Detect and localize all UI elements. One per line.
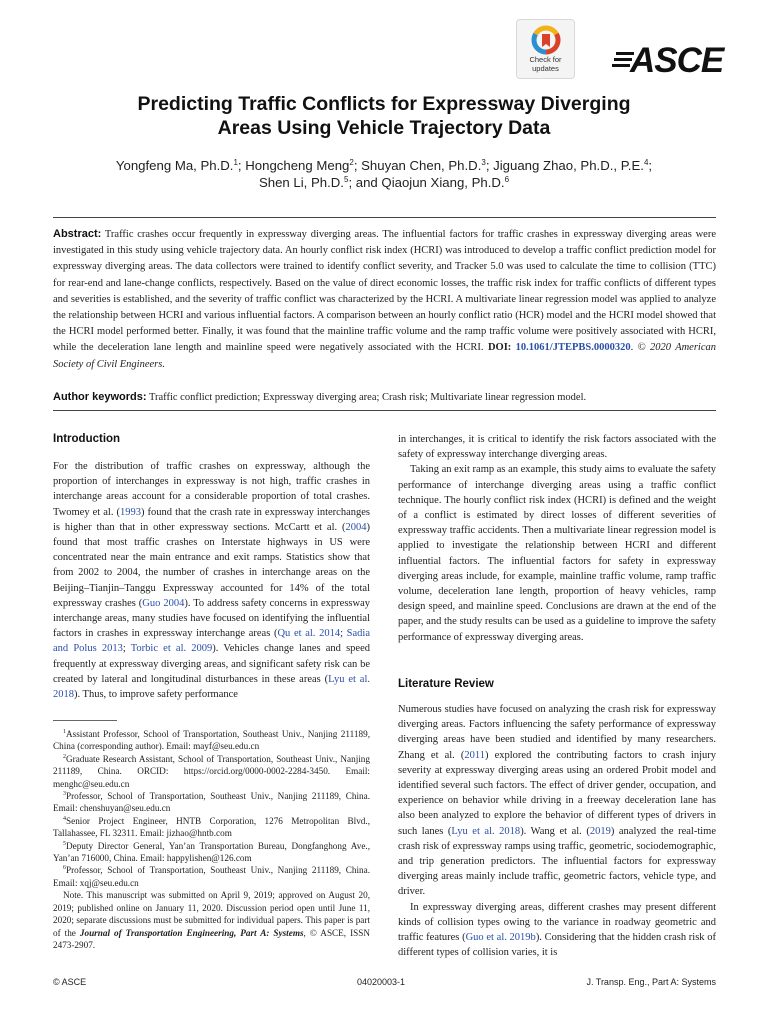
badge-line-2: updates bbox=[532, 63, 559, 73]
text-run: ). Thus, to improve safety performance bbox=[74, 689, 238, 701]
text-run: ). Vehicles change lanes and speed frequently at expressway diverging areas, and significant safety risk can be created by lateral and longitudinal disturbances in these areas ( bbox=[53, 643, 370, 685]
citation-link[interactable]: Guo et al. 2019b bbox=[465, 932, 536, 944]
doi-link[interactable]: 10.1061/JTEPBS.0000320 bbox=[515, 342, 631, 354]
citation-link[interactable]: Lyu et al. 2018 bbox=[53, 673, 370, 701]
author-name: Yongfeng Ma, Ph.D. bbox=[115, 158, 234, 173]
text-run: Numerous studies have focused on analyzing the crash risk for expressway diverging areas. Factors influencing the safety performance of expressway diverging areas have been studied and identified by many researchers. Zhang et al. ( bbox=[398, 704, 716, 761]
footnote bbox=[53, 840, 370, 865]
author-name: ; and Qiaojun Xiang, Ph.D. bbox=[348, 175, 505, 190]
footnote-sup: 6 bbox=[63, 865, 66, 872]
introduction-paragraph: Taking an exit ramp as an example, this study aims to evaluate the safety performance of interchange diverging areas using a traffic conflict technique. The hourly conflict risk index (HCRI) is defined and the weight of a conflict is estimated by direct losses of different severities of expressway traffic accidents. Then a multivariate linear regression model is applied to investigate the relationship between HCRI and different influential factors. The influential factors for safety in expressway diverging areas include, for example, mainline traffic volume, ramp traffic volume, deceleration lane length, proportion of heavy vehicles, ramp design speed, and mainline speed. Conclusions are drawn at the end of the paper, and the study results can be used as a guideline to improve the safety performance of expressway diverging areas. bbox=[398, 464, 717, 643]
text-run: ). To address safety concerns in expressway interchange areas, many studies have focused on identifying the influential factors in crashes in expressway interchange areas ( bbox=[53, 597, 370, 640]
footnote-sup: 4 bbox=[63, 815, 66, 822]
check-for-updates-badge[interactable] bbox=[516, 19, 575, 79]
literature-paragraph bbox=[398, 702, 716, 900]
citation-link[interactable]: Sadia and Polus 2013 bbox=[53, 628, 370, 655]
citation-link[interactable]: 2019 bbox=[589, 825, 611, 837]
author-sup: 1 bbox=[233, 158, 238, 167]
footnote bbox=[53, 815, 370, 840]
text-run: ). Considering that the hidden crash risk of different types of collision varies, it is bbox=[398, 932, 716, 959]
footnote-rule bbox=[53, 720, 117, 721]
submission-note bbox=[53, 889, 370, 951]
footer-article-number: 04020003-1 bbox=[357, 977, 406, 987]
abstract-text: Traffic crashes occur frequently in expressway diverging areas. The influential factors for traffic crashes in expressway diverging areas were investigated in this study using vehicle trajectory data. An hourly conflict risk index (HCRI) was introduced to develop a traffic conflict prediction model for expressway diverging areas. The data collectors were trained to identify conflict severity, and Tracker 5.0 was used to calculate the time to collision (TTC) for rear-end and lane-change conflicts, respectively. Based on the value of direct economic losses, the traffic risk index for traffic conflicts of different types and severities is established, and the severity of traffic conflict was characterized by the HCRI. A multivariate linear regression model was applied to analyze the relationship between HCRI and various influential factors. A comparison between an hourly conflict ratio (HCR) model and the HCRI model showed that the HCRI model performed better. Finally, it was found that the mainline traffic volume and the ramp traffic volume were positively associated with HCRI, while the deceleration lane length and mainline speed were negatively associated with the HCRI. bbox=[53, 229, 716, 354]
introduction-continued bbox=[398, 432, 716, 645]
footnote-sup: 1 bbox=[63, 729, 66, 735]
title-line-1: Predicting Traffic Conflicts for Expressway Diverging bbox=[137, 93, 631, 115]
citation-link[interactable]: Lyu et al. 2018 bbox=[451, 825, 521, 837]
citation-link[interactable]: 1993 bbox=[120, 506, 141, 518]
footnote-text: Assistant Professor, School of Transportation, Southeast Univ., Nanjing 211189, China (corresponding author). Email: mayf@seu.edu.cn bbox=[53, 729, 370, 752]
footnote-sup: 2 bbox=[63, 753, 66, 760]
footnote-sup: 5 bbox=[63, 840, 66, 847]
footnotes bbox=[53, 728, 370, 951]
citation-link[interactable]: 2004 bbox=[345, 521, 367, 533]
citation-link[interactable]: Qu et al. 2014 bbox=[277, 628, 341, 640]
abstract-label: Abstract: bbox=[53, 228, 102, 240]
note-tail: , © ASCE, ISSN 2473-2907. bbox=[53, 927, 370, 950]
keywords-text: Traffic conflict prediction; Expressway diverging area; Crash risk; Multivariate linear regression model. bbox=[146, 392, 587, 403]
title-line-2: Areas Using Vehicle Trajectory Data bbox=[217, 117, 551, 139]
author-list bbox=[40, 157, 728, 191]
footnote bbox=[53, 790, 370, 815]
introduction-heading: Introduction bbox=[53, 433, 121, 445]
introduction-paragraph bbox=[53, 459, 370, 702]
author-sep: ; bbox=[648, 158, 653, 173]
journal-name: Journal of Transportation Engineering, Part A: Systems bbox=[79, 927, 304, 938]
footnote bbox=[53, 728, 370, 753]
footnote bbox=[53, 864, 370, 889]
author-sup: 3 bbox=[481, 158, 486, 167]
asce-wordmark: ASCE bbox=[630, 41, 724, 80]
note-text: Note. This manuscript was submitted on April 9, 2019; approved on August 20, 2019; published online on January 11, 2020. Discussion period open until June 11, 2020; separate discussions must be submitted for individual papers. This paper is part of the bbox=[53, 890, 370, 938]
citation-link[interactable]: Torbic et al. 2009 bbox=[130, 643, 213, 655]
literature-review-heading: Literature Review bbox=[398, 678, 494, 690]
literature-paragraph bbox=[398, 900, 716, 961]
doi-label: DOI: bbox=[487, 342, 512, 354]
author-name: ; Hongcheng Meng bbox=[237, 158, 350, 173]
text-run: ; bbox=[122, 643, 131, 655]
footnote-text: Professor, School of Transportation, Southeast Univ., Nanjing 211189, China. Email: xqj@seu.edu.cn bbox=[53, 865, 370, 888]
introduction-paragraph: in interchanges, it is critical to identify the risk factors associated with the safety of expressway interchange diverging areas. bbox=[398, 434, 716, 461]
text-run: For the distribution of traffic crashes on expressway, although the proportion of interchanges in expressway is not high, traffic crashes in interchange areas account for a considerable proportion of total crashes. Twomey et al. ( bbox=[53, 461, 370, 518]
keywords-label: Author keywords: bbox=[53, 391, 147, 403]
text-run: In expressway diverging areas, different crashes may present different kinds of collision types owing to the variance in roadway geometric and traffic features ( bbox=[398, 901, 716, 944]
abstract-bottom-rule bbox=[53, 410, 716, 411]
author-name: Shen Li, Ph.D. bbox=[258, 175, 344, 190]
footnote bbox=[53, 753, 370, 790]
author-sup: 5 bbox=[343, 175, 349, 184]
author-sup: 2 bbox=[349, 158, 354, 167]
abstract-copyright: © 2020 American Society of Civil Engineers. bbox=[53, 342, 717, 370]
text-run: ; bbox=[340, 628, 347, 640]
literature-review-body bbox=[398, 702, 716, 960]
introduction-body bbox=[53, 459, 370, 702]
author-name: ; Jiguang Zhao, Ph.D., P.E. bbox=[485, 158, 644, 173]
footnote-text: Senior Project Engineer, HNTB Corporation, 1276 Metropolitan Blvd., Tallahassee, FL 32311. Email: jizhao@hntb.com bbox=[53, 815, 370, 839]
footnote-sup: 3 bbox=[63, 791, 66, 798]
footnote-text: Graduate Research Assistant, School of Transportation, Southeast Univ., Nanjing 211189, China. ORCID: https://orcid.org/0000-0002-2284-3450. Email: menghc@seu.edu.cn bbox=[53, 753, 370, 789]
citation-link[interactable]: 2011 bbox=[464, 749, 485, 761]
text-run: ) explored the contributing factors to crash injury severity at expressway diverging areas using an ordered Probit model and identified several such factors. The effect of driver gender, occupation, and experience on behavior while driving in a freeway deceleration lane has also been analyzed to explore the behavior of different types of drivers in such lanes ( bbox=[398, 749, 716, 837]
abstract-top-rule bbox=[53, 217, 716, 218]
footer-journal: J. Transp. Eng., Part A: Systems bbox=[586, 977, 716, 987]
citation-link[interactable]: Guo 2004 bbox=[142, 597, 185, 609]
text-run: ) analyzed the real-time crash risk of expressway ramps using traffic, geometric, sociodemographic, and trip generation predictors. The influential factors for expressway diverging areas mainly include traffic, geometric factors, vehicle type, and driver. bbox=[398, 825, 716, 898]
text-run: ) found that most traffic crashes on Interstate highways in US were concentrated near the main entrance and exit ramps. Statistics show that from 2002 to 2004, the number of crashes in interchange areas on the Beijing–Tianjin–Tanggu Expressway accounted for 14% of the total expressway crashes ( bbox=[53, 521, 370, 609]
badge-line-1: Check for bbox=[529, 55, 562, 64]
footnote-text: Professor, School of Transportation, Southeast Univ., Nanjing 211189, China. Email: chenshuyan@seu.edu.cn bbox=[53, 791, 370, 814]
text-run: ) found that the crash rate in expressway interchanges is higher than that in other expressway sections. McCartt et al. ( bbox=[53, 506, 370, 533]
author-name: ; Shuyan Chen, Ph.D. bbox=[353, 158, 482, 173]
text-run: ). Wang et al. ( bbox=[520, 825, 590, 837]
abstract: Abstract: Traffic crashes occur frequently in expressway diverging areas. The influential factors for traffic crashes in expressway diverging areas were investigated in this study using vehicle trajectory data. An hourly conflict risk index (HCRI) was introduced to develop a traffic conflict prediction model for expressway diverging areas. The data collectors were trained to identify conflict severity, and Tracker 5.0 was used to calculate the time to collision (TTC) for rear-end and lane-change conflicts, respectively. Based on the value of direct economic losses, the traffic risk index for traffic conflicts of different types and severities is established, and the severity of traffic conflict was characterized by the HCRI. A multivariate linear regression model was applied to analyze the relationship between HCRI and various influential factors. A comparison between an hourly conflict ratio (HCR) model and the HCRI model showed that the HCRI model performed better. Finally, it was found that the mainline traffic volume and the ramp traffic volume were positively associated with HCRI, while the deceleration lane length and mainline speed were negatively associated with the HCRI. DOI: 10.1061/JTEPBS.0000320. © 2020 American Society of Civil Engineers. bbox=[53, 228, 717, 370]
paper-title bbox=[40, 92, 728, 140]
footnote-text: Deputy Director General, Yan’an Transportation Bureau, Dongfanghong Ave., Yan’an 716000, China. Email: happylishen@126.com bbox=[53, 840, 370, 864]
author-sup: 6 bbox=[504, 175, 510, 184]
asce-logo bbox=[610, 41, 724, 80]
check-updates-icon bbox=[531, 25, 561, 55]
author-sup: 4 bbox=[643, 158, 649, 167]
footer-copyright: © ASCE bbox=[53, 977, 87, 987]
author-keywords bbox=[53, 389, 716, 406]
